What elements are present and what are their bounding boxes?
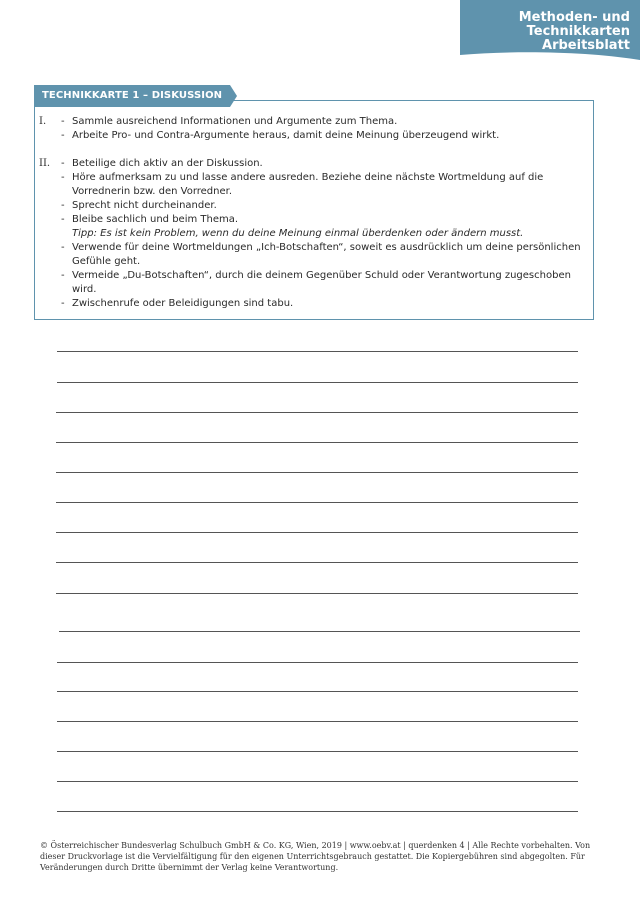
list-item: - Arbeite Pro- und Contra-Argumente heraus, damit deine Meinung überzeugend wirkt.: [61, 130, 500, 141]
list-item: - Höre aufmerksam zu und lasse andere ausreden. Beziehe deine nächste Wortmeldung auf die Vorrednerin bzw. den Vorredner.: [61, 172, 544, 197]
copyright-footer: © Österreichischer Bundesverlag Schulbuch GmbH & Co. KG, Wien, 2019 | www.oebv.at | querdenken 4 | Alle Rechte vorbehalten. Von dieser Druckvorlage ist die Vervielfältigung für den eigenen Unterrichtsgebrauch gestattet. Die Kopiergebühren sind abgegolten. Für Veränderungen durch Dritte übernimmt der Verlag keine Verantwortung.: [40, 841, 591, 872]
writing-line[interactable]: [56, 502, 578, 503]
writing-line[interactable]: [56, 593, 578, 594]
header-title-line-2: Technikkarten: [526, 24, 630, 39]
header-flag: [460, 0, 640, 60]
writing-line[interactable]: [57, 351, 578, 352]
section-2-numeral: II.: [39, 158, 51, 169]
section-2: [39, 157, 589, 311]
writing-line[interactable]: [57, 721, 578, 722]
technique-card-body: [39, 115, 589, 311]
list-item: - Bleibe sachlich und beim Thema.: [61, 214, 239, 225]
technique-card-title: TECHNIKKARTE 1 – DISKUSSION: [34, 85, 230, 107]
section-2-list: [61, 157, 589, 311]
list-item: - Sprecht nicht durcheinander.: [61, 200, 217, 211]
writing-line[interactable]: [56, 442, 578, 443]
list-item: - Vermeide „Du-Botschaften“, durch die deinem Gegenüber Schuld oder Verantwortung zugeschoben wird.: [61, 270, 571, 295]
writing-line[interactable]: [56, 562, 578, 563]
list-item: - Beteilige dich aktiv an der Diskussion.: [61, 158, 263, 169]
writing-line[interactable]: [56, 532, 578, 533]
header-title-line-3: Arbeitsblatt: [542, 38, 630, 53]
writing-line[interactable]: [57, 811, 578, 812]
writing-line[interactable]: [56, 472, 578, 473]
section-1: [39, 115, 589, 143]
writing-line[interactable]: [57, 781, 578, 782]
writing-line[interactable]: [57, 751, 578, 752]
list-item: - Verwende für deine Wortmeldungen „Ich-Botschaften“, soweit es ausdrücklich um deine persönlichen Gefühle geht.: [61, 242, 581, 267]
writing-line[interactable]: [57, 662, 578, 663]
list-item: - Sammle ausreichend Informationen und Argumente zum Thema.: [61, 116, 398, 127]
writing-line[interactable]: [56, 412, 578, 413]
writing-line[interactable]: [59, 631, 580, 632]
list-item: - Zwischenrufe oder Beleidigungen sind tabu.: [61, 298, 294, 309]
header-title-line-1: Methoden- und: [518, 10, 630, 25]
writing-line[interactable]: [57, 382, 578, 383]
section-1-list: [61, 115, 589, 143]
header-title: [519, 11, 630, 53]
section-1-numeral: I.: [39, 116, 47, 127]
writing-line[interactable]: [57, 691, 578, 692]
tip-text: Tipp: Es ist kein Problem, wenn du deine Meinung einmal überdenken oder ändern musst.: [72, 228, 524, 239]
